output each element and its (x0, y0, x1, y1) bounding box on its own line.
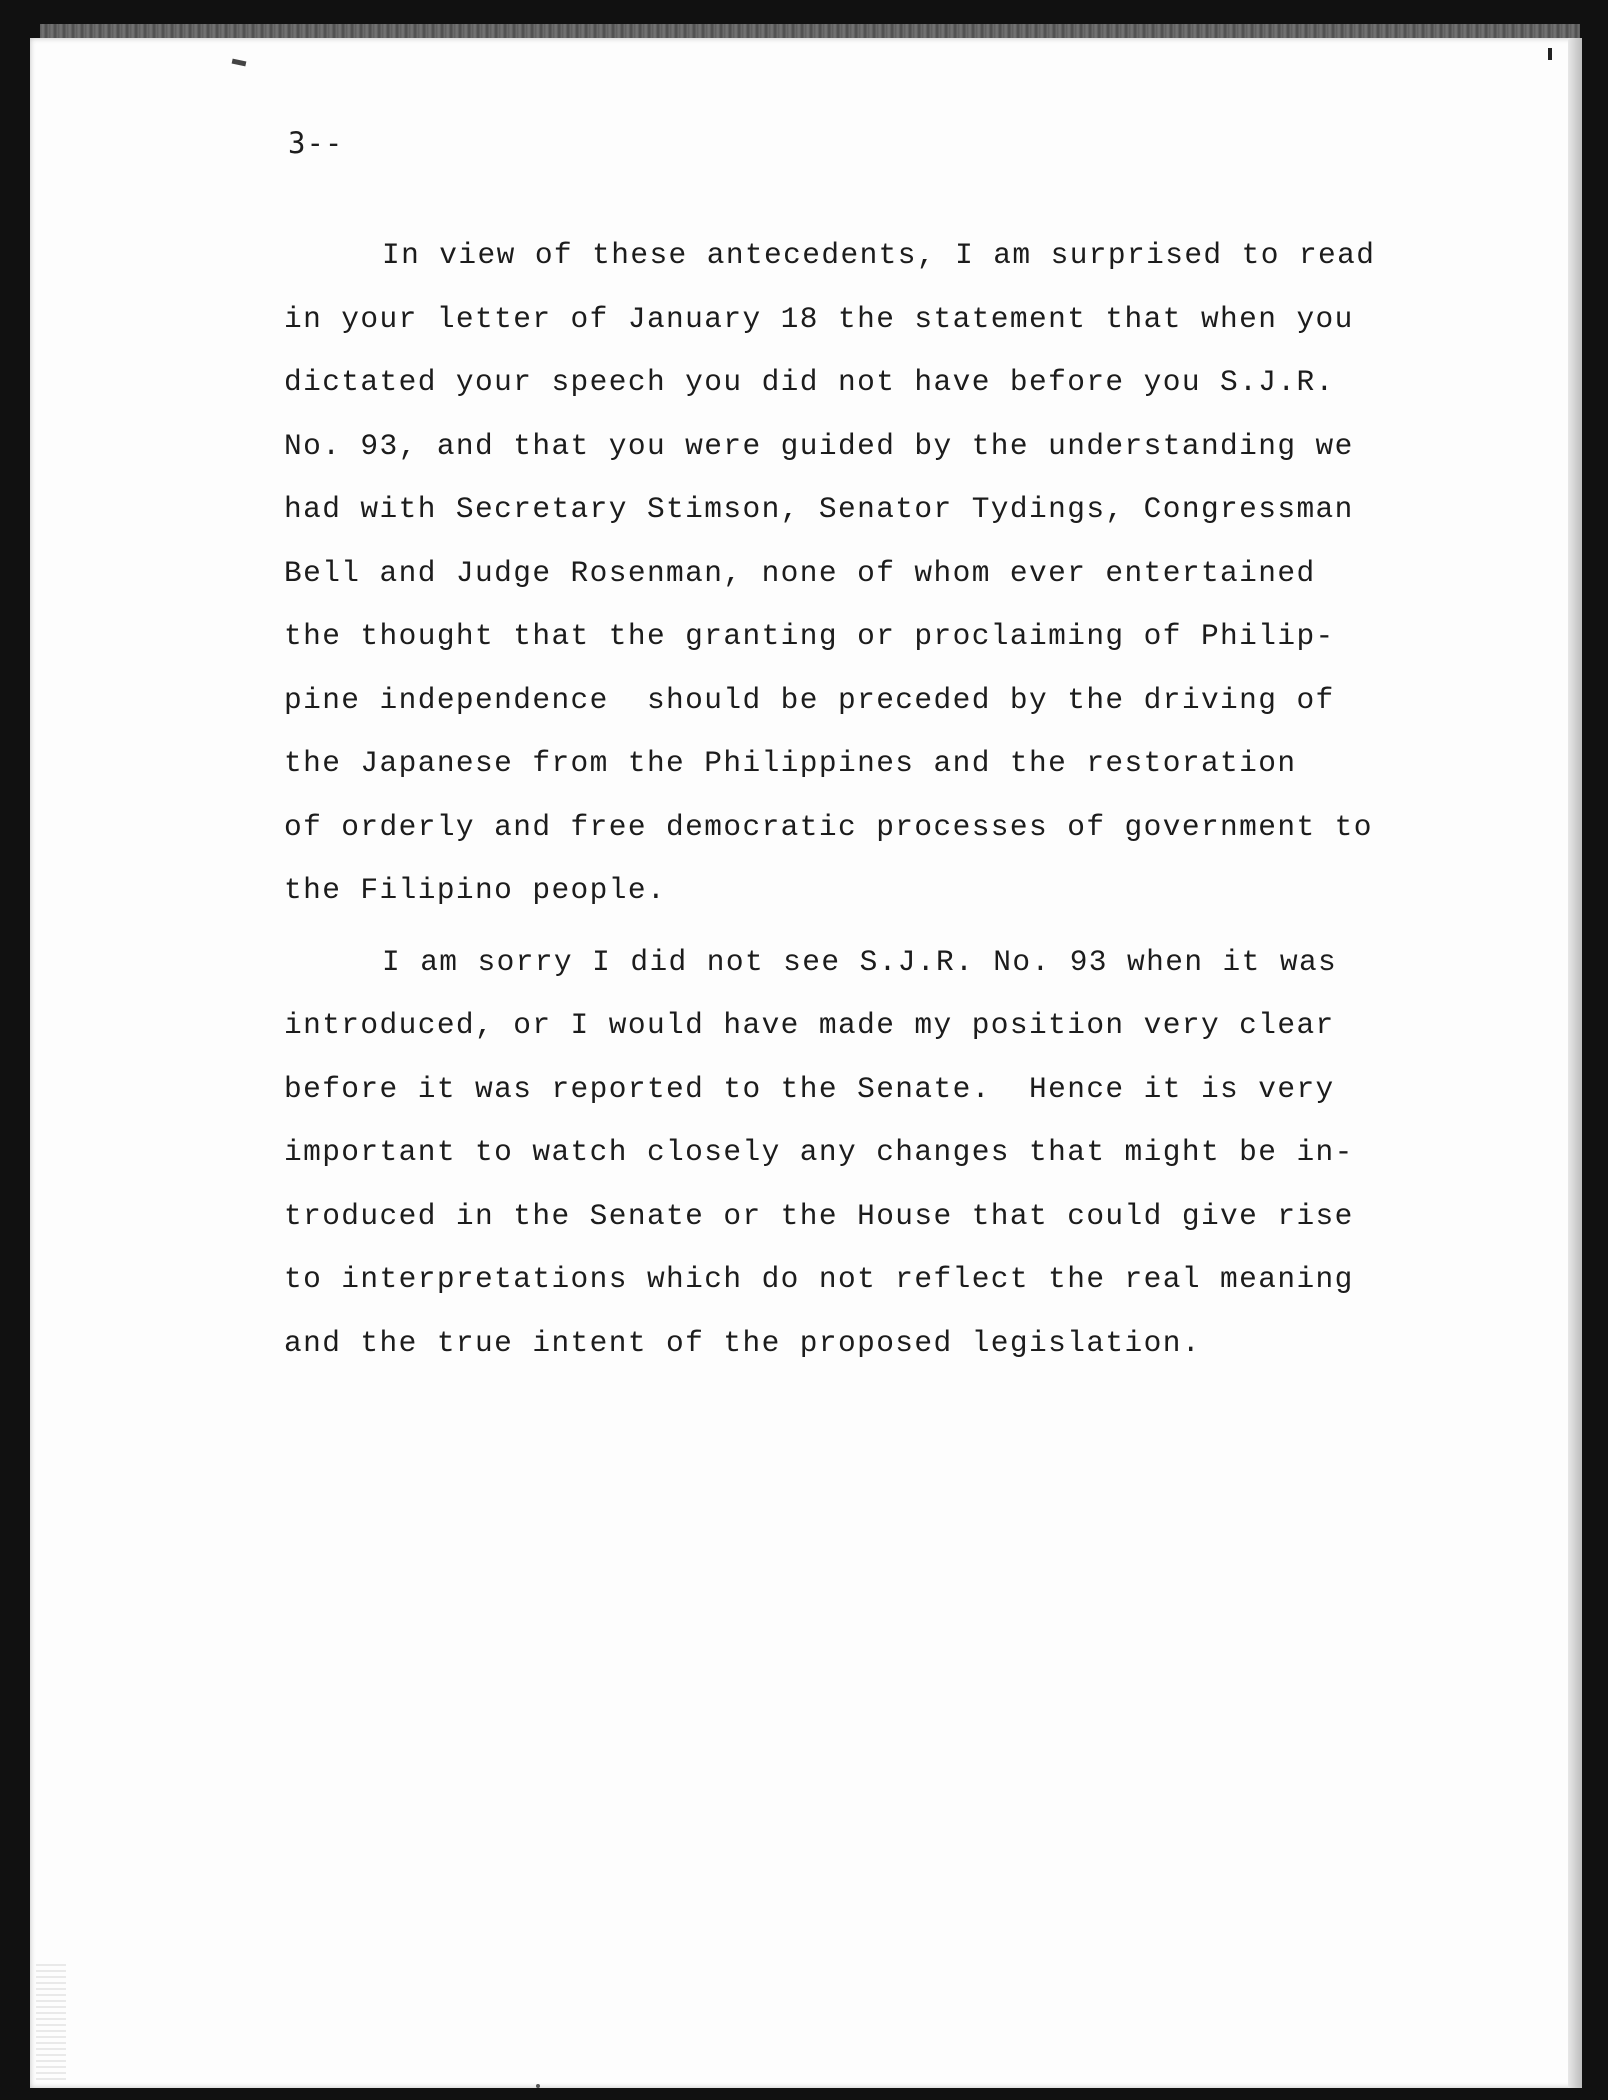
paragraph-gap (284, 923, 1414, 931)
scan-top-edge (40, 24, 1580, 38)
paragraph-line: I am sorry I did not see S.J.R. No. 93 when it was (382, 944, 1338, 979)
paragraph-line: dictated your speech you did not have before you S.J.R. (284, 365, 1335, 399)
paragraph-line: pine independence should be preceded by the driving of (284, 682, 1335, 717)
paragraph-line: in your letter of January 18 the statement that when you (284, 301, 1354, 336)
paragraph-line: No. 93, and that you were guided by the understanding we (284, 428, 1354, 463)
paragraph-line: and the true intent of the proposed legislation. (284, 1325, 1201, 1360)
scan-grain (36, 1960, 66, 2080)
paragraph-line: of orderly and free democratic processes of government to (284, 809, 1373, 844)
paper-right-edge (1568, 38, 1582, 2088)
paragraph-line: important to watch closely any changes that might be in- (284, 1135, 1354, 1169)
paragraph-line: introduced, or I would have made my position very clear (284, 1008, 1335, 1042)
corner-mark (1548, 48, 1552, 60)
paragraph-line: the thought that the granting or proclaiming of Philip- (284, 619, 1335, 653)
page-number: 3-- (288, 126, 344, 160)
paragraph-line: before it was reported to the Senate. Hence it is very (284, 1071, 1335, 1106)
paragraph-line: Bell and Judge Rosenman, none of whom ever entertained (284, 555, 1316, 590)
paragraph-line: the Filipino people. (284, 873, 667, 907)
ink-speck (536, 2084, 540, 2088)
paragraph-line: In view of these antecedents, I am surprised to read (382, 238, 1376, 272)
letter-body (284, 224, 1414, 1375)
paragraph-line: the Japanese from the Philippines and the restoration (284, 746, 1297, 780)
paragraph-line: had with Secretary Stimson, Senator Tydings, Congressman (284, 492, 1354, 526)
paragraph-line: troduced in the Senate or the House that could give rise (284, 1198, 1354, 1233)
paragraph-line: to interpretations which do not reflect the real meaning (284, 1262, 1354, 1296)
